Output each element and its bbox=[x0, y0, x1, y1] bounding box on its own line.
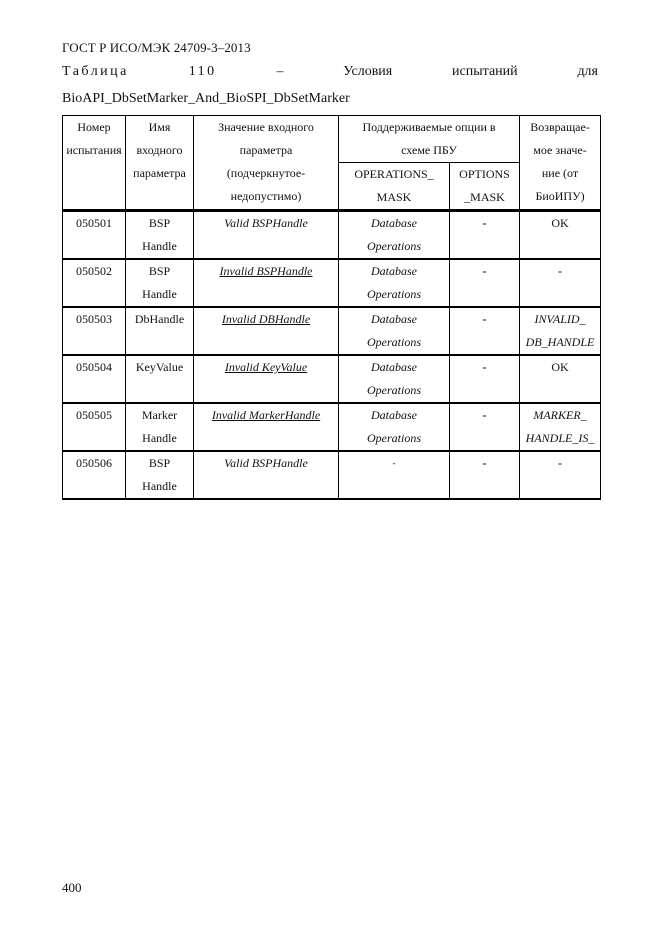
cell-options-mask bbox=[450, 355, 520, 403]
table-row bbox=[63, 259, 601, 307]
cell-return-value-text: MARKER_ bbox=[533, 408, 587, 422]
cell-options-mask bbox=[450, 259, 520, 307]
cell-operations-mask-text: Database bbox=[371, 216, 417, 230]
caption-word-table: Таблица bbox=[62, 64, 129, 79]
cell-return-value-text: OK bbox=[551, 216, 569, 230]
cell-options-mask-text: - bbox=[482, 408, 487, 422]
cell-param-name-text: Handle bbox=[142, 239, 177, 253]
cell-param-value-text: Valid BSPHandle bbox=[224, 216, 308, 230]
cell-param-value bbox=[194, 259, 339, 307]
cell-return-value-text: INVALID_ bbox=[534, 312, 586, 326]
caption-table-number: 110 bbox=[188, 64, 217, 79]
header-options-mask bbox=[450, 163, 520, 211]
header-lines bbox=[450, 163, 519, 209]
header-param-name bbox=[126, 116, 194, 211]
cell-test-number-text: 050506 bbox=[76, 456, 112, 470]
cell-operations-mask-text: Operations bbox=[367, 335, 421, 349]
header-line: (подчеркнутое- bbox=[226, 166, 306, 180]
cell-param-value-text: Invalid MarkerHandle bbox=[211, 408, 321, 422]
header-line: Имя bbox=[148, 120, 171, 134]
caption-function-name: BioAPI_DbSetMarker_And_BioSPI_DbSetMarker bbox=[62, 91, 350, 106]
header-param-value bbox=[194, 116, 339, 211]
cell-param-name-text: Handle bbox=[142, 479, 177, 493]
cell-operations-mask bbox=[339, 403, 450, 451]
cell-param-value bbox=[194, 211, 339, 260]
cell-param-value-text: Invalid DBHandle bbox=[221, 312, 311, 326]
cell-test-number-text: 050501 bbox=[76, 216, 112, 230]
cell-operations-mask-text: - bbox=[392, 458, 396, 468]
cell-param-name-text: BSP bbox=[148, 456, 171, 470]
cell-operations-mask-text: Operations bbox=[367, 239, 421, 253]
header-line: Значение входного bbox=[218, 120, 314, 134]
cell-operations-mask-text: Database bbox=[371, 360, 417, 374]
cell-return-value bbox=[520, 259, 601, 307]
table-row bbox=[63, 355, 601, 403]
cell-param-name bbox=[126, 355, 194, 403]
cell-param-name bbox=[126, 451, 194, 499]
table-row bbox=[63, 211, 601, 260]
header-line: OPERATIONS_ bbox=[354, 167, 434, 181]
header-line: БиоИПУ) bbox=[535, 189, 585, 203]
header-line: параметра bbox=[133, 166, 186, 180]
cell-param-name-text: Handle bbox=[142, 431, 177, 445]
cell-param-value bbox=[194, 451, 339, 499]
caption-word-2: испытаний bbox=[452, 64, 518, 79]
table-row bbox=[63, 403, 601, 451]
cell-test-number bbox=[63, 403, 126, 451]
cell-return-value bbox=[520, 403, 601, 451]
header-test-number bbox=[63, 116, 126, 211]
cell-options-mask-text: - bbox=[482, 312, 487, 326]
cell-operations-mask bbox=[339, 355, 450, 403]
header-lines bbox=[126, 116, 193, 185]
cell-options-mask bbox=[450, 403, 520, 451]
cell-param-name-text: Marker bbox=[141, 408, 178, 422]
header-return-value bbox=[520, 116, 601, 211]
cell-return-value bbox=[520, 307, 601, 355]
cell-return-value-text: OK bbox=[551, 360, 569, 374]
header-lines bbox=[339, 163, 449, 209]
caption-word-3: для bbox=[577, 64, 598, 79]
cell-test-number-text: 050502 bbox=[76, 264, 112, 278]
cell-param-name-text: BSP bbox=[148, 264, 171, 278]
header-lines bbox=[339, 116, 519, 162]
cell-test-number bbox=[63, 451, 126, 499]
cell-operations-mask-text: Database bbox=[371, 264, 417, 278]
cell-param-name-text: DbHandle bbox=[134, 312, 185, 326]
header-operations-mask bbox=[339, 163, 450, 211]
cell-options-mask bbox=[450, 451, 520, 499]
cell-param-name bbox=[126, 211, 194, 260]
cell-test-number-text: 050505 bbox=[76, 408, 112, 422]
cell-test-number-text: 050504 bbox=[76, 360, 112, 374]
cell-param-name bbox=[126, 307, 194, 355]
cell-operations-mask-text: Operations bbox=[367, 383, 421, 397]
cell-return-value bbox=[520, 211, 601, 260]
header-line: мое значе- bbox=[533, 143, 587, 157]
cell-return-value bbox=[520, 451, 601, 499]
cell-operations-mask bbox=[339, 451, 450, 499]
header-lines bbox=[63, 116, 125, 162]
header-line: недопустимо) bbox=[230, 189, 302, 203]
cell-param-value-text: Valid BSPHandle bbox=[224, 456, 308, 470]
header-supported-options bbox=[339, 116, 520, 163]
header-line: MASK bbox=[376, 190, 412, 204]
cell-param-value-text: Invalid KeyValue bbox=[224, 360, 308, 374]
cell-param-name bbox=[126, 403, 194, 451]
header-lines bbox=[194, 116, 338, 208]
cell-param-value-text: Invalid BSPHandle bbox=[219, 264, 313, 278]
header-line: _MASK bbox=[464, 190, 505, 204]
header-line: ние (от bbox=[541, 166, 579, 180]
standard-designation: ГОСТ Р ИСО/МЭК 24709-3–2013 bbox=[62, 40, 251, 55]
header-line: испытания bbox=[66, 143, 122, 157]
header-line: входного bbox=[136, 143, 183, 157]
cell-test-number bbox=[63, 355, 126, 403]
cell-operations-mask-text: Database bbox=[371, 312, 417, 326]
cell-test-number bbox=[63, 259, 126, 307]
cell-param-name-text: Handle bbox=[142, 287, 177, 301]
cell-options-mask bbox=[450, 211, 520, 260]
cell-return-value-text: DB_HANDLE bbox=[525, 335, 595, 349]
cell-param-name bbox=[126, 259, 194, 307]
test-conditions-table bbox=[62, 115, 601, 500]
page-number: 400 bbox=[62, 880, 82, 895]
header-line: OPTIONS bbox=[459, 167, 510, 181]
header-line: Поддерживаемые опции в bbox=[362, 120, 496, 134]
cell-param-name-text: BSP bbox=[148, 216, 171, 230]
cell-return-value-text: - bbox=[558, 456, 563, 470]
cell-test-number-text: 050503 bbox=[76, 312, 112, 326]
header-line: схеме ПБУ bbox=[401, 143, 457, 157]
cell-return-value bbox=[520, 355, 601, 403]
table-caption bbox=[62, 64, 598, 80]
caption-word-1: Условия bbox=[343, 64, 393, 79]
cell-operations-mask bbox=[339, 259, 450, 307]
table-body bbox=[63, 211, 601, 500]
cell-return-value-text: - bbox=[558, 264, 563, 278]
cell-options-mask-text: - bbox=[482, 216, 487, 230]
cell-operations-mask bbox=[339, 211, 450, 260]
cell-param-value bbox=[194, 403, 339, 451]
caption-dash: – bbox=[276, 64, 284, 79]
cell-param-name-text: KeyValue bbox=[135, 360, 184, 374]
cell-test-number bbox=[63, 307, 126, 355]
cell-return-value-text: HANDLE_IS_ bbox=[525, 431, 595, 445]
cell-operations-mask-text: Operations bbox=[367, 287, 421, 301]
cell-param-value bbox=[194, 307, 339, 355]
cell-options-mask-text: - bbox=[482, 360, 487, 374]
header-line: Номер bbox=[77, 120, 111, 134]
header-line: Возвращае- bbox=[530, 120, 590, 134]
cell-test-number bbox=[63, 211, 126, 260]
cell-operations-mask bbox=[339, 307, 450, 355]
header-line: параметра bbox=[239, 143, 293, 157]
cell-param-value bbox=[194, 355, 339, 403]
cell-operations-mask-text: Database bbox=[371, 408, 417, 422]
cell-options-mask bbox=[450, 307, 520, 355]
cell-options-mask-text: - bbox=[482, 264, 487, 278]
cell-options-mask-text: - bbox=[482, 456, 487, 470]
table-row bbox=[63, 451, 601, 499]
cell-operations-mask-text: Operations bbox=[367, 431, 421, 445]
header-lines bbox=[520, 116, 600, 208]
table-row bbox=[63, 307, 601, 355]
